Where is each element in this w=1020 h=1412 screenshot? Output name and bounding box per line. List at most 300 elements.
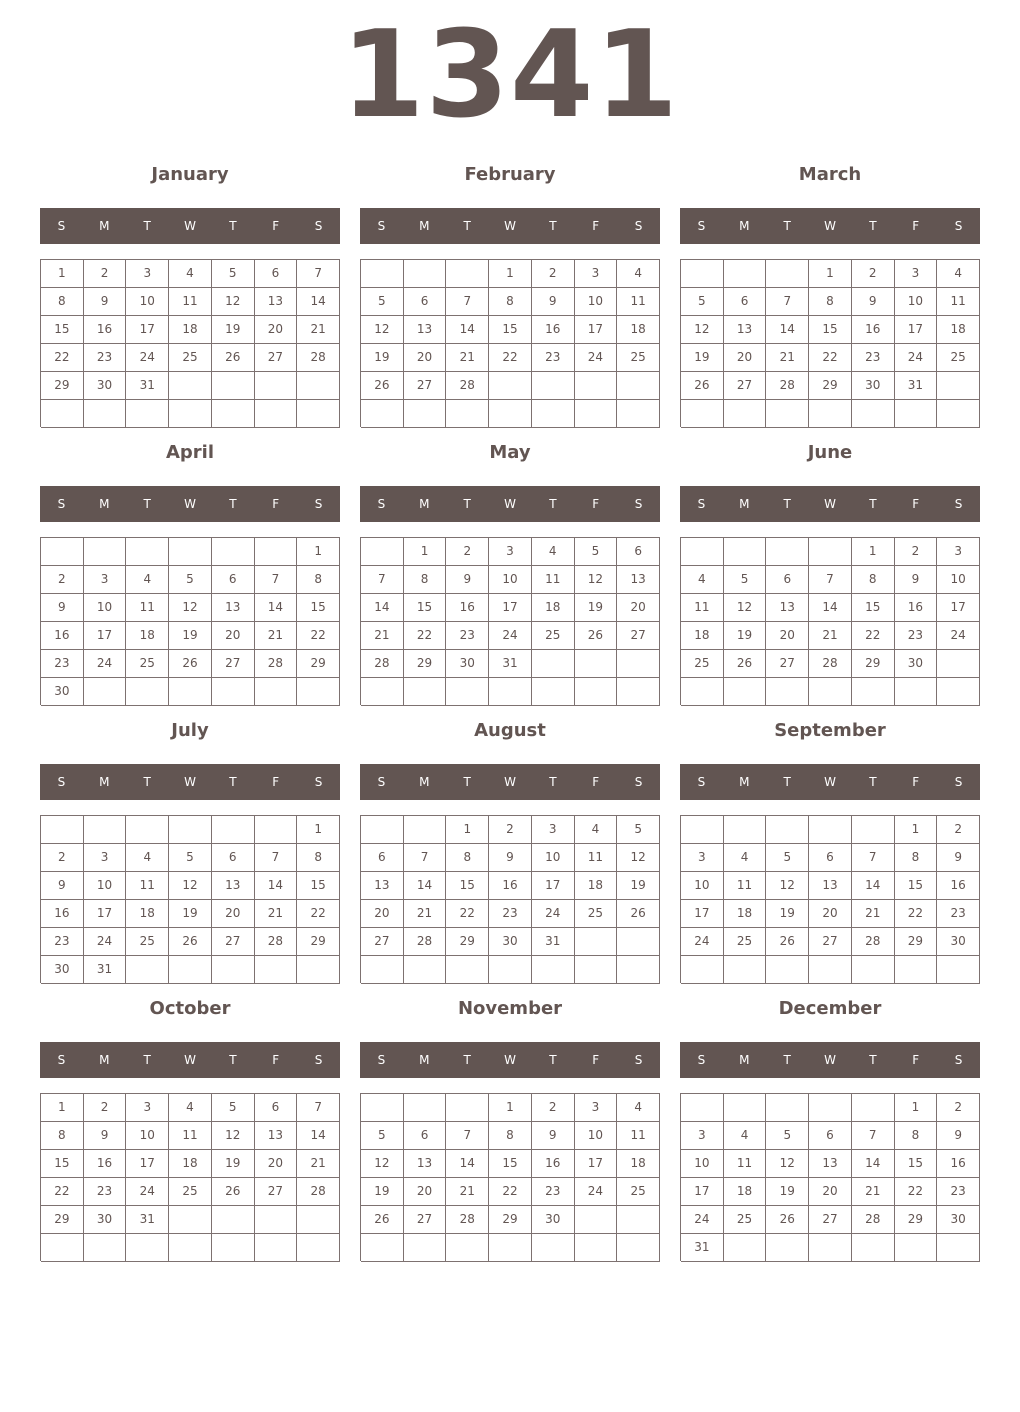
day-cell: 3: [575, 260, 618, 288]
day-cell: 13: [255, 288, 298, 316]
weekday-label: T: [783, 497, 791, 511]
empty-day-cell: [617, 400, 660, 428]
day-cell: 30: [937, 1206, 980, 1234]
day-cell: 28: [255, 928, 298, 956]
day-cell: 10: [937, 566, 980, 594]
weekday-label: F: [912, 219, 920, 233]
day-cell: 8: [404, 566, 447, 594]
day-cell: 23: [937, 900, 980, 928]
day-cell: 6: [724, 288, 767, 316]
day-cell: 16: [84, 1150, 127, 1178]
weekday-label: F: [592, 775, 600, 789]
weekday-header: [40, 764, 340, 800]
empty-day-cell: [895, 400, 938, 428]
day-cell: 28: [809, 650, 852, 678]
empty-day-cell: [809, 400, 852, 428]
month-november: [360, 994, 660, 1262]
empty-day-cell: [489, 1234, 532, 1262]
empty-day-cell: [255, 678, 298, 706]
day-cell: 16: [937, 872, 980, 900]
day-cell: 11: [724, 1150, 767, 1178]
day-cell: 2: [446, 538, 489, 566]
day-cell: 17: [895, 316, 938, 344]
month-june: [680, 438, 980, 706]
day-cell: 19: [724, 622, 767, 650]
weekday-label: W: [504, 219, 516, 233]
day-cell: 4: [937, 260, 980, 288]
day-cell: 22: [446, 900, 489, 928]
empty-day-cell: [41, 816, 84, 844]
day-cell: 21: [446, 344, 489, 372]
day-cell: 31: [532, 928, 575, 956]
day-cell: 18: [724, 900, 767, 928]
day-cell: 27: [809, 1206, 852, 1234]
day-cell: 11: [532, 566, 575, 594]
day-cell: 26: [575, 622, 618, 650]
day-cell: 17: [681, 1178, 724, 1206]
day-cell: 26: [212, 344, 255, 372]
empty-day-cell: [126, 956, 169, 984]
day-cell: 30: [852, 372, 895, 400]
empty-day-cell: [84, 400, 127, 428]
weekday-label: W: [184, 775, 196, 789]
weekday-header: [680, 1042, 980, 1078]
day-cell: 30: [41, 678, 84, 706]
empty-day-cell: [937, 400, 980, 428]
day-cell: 9: [937, 1122, 980, 1150]
day-cell: 19: [212, 316, 255, 344]
day-cell: 11: [575, 844, 618, 872]
empty-day-cell: [532, 400, 575, 428]
empty-day-cell: [617, 1206, 660, 1234]
weekday-label: S: [954, 497, 963, 511]
empty-day-cell: [724, 1094, 767, 1122]
day-cell: 4: [532, 538, 575, 566]
day-cell: 22: [489, 1178, 532, 1206]
empty-day-cell: [297, 956, 340, 984]
weekday-label: T: [143, 1053, 151, 1067]
day-cell: 21: [404, 900, 447, 928]
weekday-label: T: [143, 497, 151, 511]
day-cell: 16: [489, 872, 532, 900]
day-cell: 4: [169, 260, 212, 288]
day-cell: 19: [681, 344, 724, 372]
day-cell: 28: [446, 1206, 489, 1234]
day-cell: 16: [895, 594, 938, 622]
empty-day-cell: [361, 956, 404, 984]
empty-day-cell: [852, 1234, 895, 1262]
weekday-label: T: [463, 1053, 471, 1067]
day-cell: 13: [809, 1150, 852, 1178]
weekday-label: S: [634, 1053, 643, 1067]
day-cell: 15: [41, 1150, 84, 1178]
day-cell: 13: [212, 872, 255, 900]
month-name: November: [457, 998, 563, 1019]
calendar-year-title: 1341: [341, 6, 679, 145]
day-cell: 19: [617, 872, 660, 900]
day-cell: 23: [937, 1178, 980, 1206]
day-grid: [680, 815, 980, 983]
empty-day-cell: [297, 372, 340, 400]
empty-day-cell: [84, 678, 127, 706]
day-cell: 16: [41, 900, 84, 928]
weekday-label: W: [504, 1053, 516, 1067]
day-cell: 25: [169, 1178, 212, 1206]
month-name: June: [807, 442, 853, 463]
day-grid: [680, 1093, 980, 1261]
empty-day-cell: [255, 956, 298, 984]
day-cell: 4: [617, 1094, 660, 1122]
day-cell: 23: [895, 622, 938, 650]
day-cell: 12: [575, 566, 618, 594]
empty-day-cell: [489, 400, 532, 428]
day-cell: 20: [255, 1150, 298, 1178]
day-cell: 2: [937, 1094, 980, 1122]
empty-day-cell: [575, 928, 618, 956]
day-cell: 2: [84, 1094, 127, 1122]
day-cell: 29: [297, 650, 340, 678]
day-cell: 24: [681, 1206, 724, 1234]
empty-day-cell: [169, 538, 212, 566]
weekday-label: F: [272, 1053, 280, 1067]
weekday-label: T: [783, 1053, 791, 1067]
empty-day-cell: [297, 678, 340, 706]
weekday-label: M: [739, 775, 750, 789]
day-cell: 5: [724, 566, 767, 594]
empty-day-cell: [297, 1234, 340, 1262]
day-cell: 23: [532, 1178, 575, 1206]
empty-day-cell: [404, 400, 447, 428]
weekday-label: T: [549, 497, 557, 511]
weekday-label: T: [869, 219, 877, 233]
day-cell: 26: [169, 650, 212, 678]
weekday-label: F: [272, 775, 280, 789]
weekday-header: [40, 208, 340, 244]
day-cell: 18: [126, 622, 169, 650]
day-cell: 22: [489, 344, 532, 372]
day-cell: 27: [724, 372, 767, 400]
weekday-label: M: [419, 219, 430, 233]
weekday-label: S: [377, 497, 386, 511]
empty-day-cell: [617, 650, 660, 678]
empty-day-cell: [852, 400, 895, 428]
day-cell: 23: [41, 650, 84, 678]
empty-day-cell: [361, 816, 404, 844]
empty-day-cell: [681, 260, 724, 288]
day-cell: 1: [489, 260, 532, 288]
day-cell: 2: [937, 816, 980, 844]
day-cell: 23: [446, 622, 489, 650]
weekday-label: F: [912, 497, 920, 511]
day-cell: 28: [852, 1206, 895, 1234]
month-july: [40, 716, 340, 984]
day-cell: 22: [895, 1178, 938, 1206]
day-cell: 3: [681, 1122, 724, 1150]
day-cell: 1: [809, 260, 852, 288]
day-cell: 27: [617, 622, 660, 650]
weekday-label: F: [592, 219, 600, 233]
day-cell: 27: [212, 650, 255, 678]
day-cell: 21: [297, 1150, 340, 1178]
weekday-label: M: [99, 775, 110, 789]
weekday-label: M: [739, 497, 750, 511]
empty-day-cell: [575, 1206, 618, 1234]
day-cell: 25: [126, 928, 169, 956]
empty-day-cell: [404, 678, 447, 706]
weekday-label: S: [377, 775, 386, 789]
empty-day-cell: [84, 538, 127, 566]
day-cell: 12: [212, 1122, 255, 1150]
day-cell: 29: [41, 372, 84, 400]
empty-day-cell: [724, 678, 767, 706]
day-cell: 29: [895, 1206, 938, 1234]
empty-day-cell: [84, 1234, 127, 1262]
day-cell: 10: [532, 844, 575, 872]
empty-day-cell: [489, 372, 532, 400]
day-cell: 16: [532, 1150, 575, 1178]
day-cell: 25: [617, 344, 660, 372]
day-cell: 11: [617, 288, 660, 316]
weekday-label: S: [954, 219, 963, 233]
empty-day-cell: [724, 816, 767, 844]
weekday-label: S: [697, 219, 706, 233]
empty-day-cell: [852, 816, 895, 844]
day-cell: 10: [575, 1122, 618, 1150]
empty-day-cell: [361, 400, 404, 428]
day-cell: 25: [937, 344, 980, 372]
day-cell: 6: [404, 1122, 447, 1150]
empty-day-cell: [255, 1206, 298, 1234]
empty-day-cell: [724, 956, 767, 984]
day-cell: 29: [297, 928, 340, 956]
day-cell: 17: [937, 594, 980, 622]
empty-day-cell: [766, 538, 809, 566]
day-cell: 7: [446, 1122, 489, 1150]
empty-day-cell: [852, 956, 895, 984]
day-cell: 21: [766, 344, 809, 372]
weekday-label: F: [592, 1053, 600, 1067]
day-cell: 17: [84, 622, 127, 650]
empty-day-cell: [575, 372, 618, 400]
empty-day-cell: [255, 1234, 298, 1262]
empty-day-cell: [895, 678, 938, 706]
weekday-label: M: [739, 1053, 750, 1067]
weekday-label: T: [463, 497, 471, 511]
day-cell: 27: [255, 344, 298, 372]
day-cell: 3: [575, 1094, 618, 1122]
month-name: January: [151, 164, 229, 185]
day-cell: 20: [809, 1178, 852, 1206]
day-cell: 17: [681, 900, 724, 928]
weekday-label: T: [229, 497, 237, 511]
empty-day-cell: [212, 1206, 255, 1234]
weekday-label: T: [869, 1053, 877, 1067]
day-cell: 27: [766, 650, 809, 678]
day-cell: 21: [297, 316, 340, 344]
day-cell: 12: [361, 1150, 404, 1178]
empty-day-cell: [681, 956, 724, 984]
day-cell: 7: [255, 844, 298, 872]
day-cell: 7: [446, 288, 489, 316]
day-cell: 17: [126, 1150, 169, 1178]
day-grid: [40, 1093, 340, 1261]
day-cell: 5: [212, 1094, 255, 1122]
day-cell: 11: [169, 1122, 212, 1150]
weekday-label: M: [419, 1053, 430, 1067]
day-cell: 30: [937, 928, 980, 956]
day-cell: 19: [766, 1178, 809, 1206]
empty-day-cell: [255, 816, 298, 844]
day-cell: 25: [681, 650, 724, 678]
day-cell: 11: [724, 872, 767, 900]
empty-day-cell: [489, 678, 532, 706]
day-cell: 8: [297, 844, 340, 872]
weekday-label: S: [314, 1053, 323, 1067]
weekday-label: W: [184, 1053, 196, 1067]
empty-day-cell: [446, 1094, 489, 1122]
day-cell: 19: [766, 900, 809, 928]
day-cell: 1: [41, 1094, 84, 1122]
day-cell: 28: [446, 372, 489, 400]
empty-day-cell: [126, 678, 169, 706]
weekday-label: F: [912, 775, 920, 789]
day-cell: 17: [532, 872, 575, 900]
day-cell: 15: [895, 1150, 938, 1178]
day-cell: 24: [126, 344, 169, 372]
day-cell: 1: [404, 538, 447, 566]
empty-day-cell: [766, 1234, 809, 1262]
month-name: August: [474, 720, 546, 741]
empty-day-cell: [297, 1206, 340, 1234]
day-cell: 13: [361, 872, 404, 900]
day-cell: 18: [617, 316, 660, 344]
day-cell: 19: [169, 900, 212, 928]
day-cell: 12: [766, 872, 809, 900]
day-cell: 12: [212, 288, 255, 316]
day-cell: 15: [809, 316, 852, 344]
empty-day-cell: [255, 372, 298, 400]
weekday-label: W: [504, 775, 516, 789]
day-cell: 6: [766, 566, 809, 594]
day-cell: 1: [852, 538, 895, 566]
day-cell: 28: [297, 1178, 340, 1206]
empty-day-cell: [169, 956, 212, 984]
day-cell: 13: [766, 594, 809, 622]
day-cell: 3: [84, 566, 127, 594]
empty-day-cell: [169, 400, 212, 428]
weekday-label: T: [869, 497, 877, 511]
weekday-header: [360, 208, 660, 244]
day-cell: 31: [489, 650, 532, 678]
day-cell: 23: [489, 900, 532, 928]
day-cell: 14: [446, 1150, 489, 1178]
day-cell: 15: [404, 594, 447, 622]
weekday-label: T: [143, 219, 151, 233]
empty-day-cell: [212, 816, 255, 844]
empty-day-cell: [724, 260, 767, 288]
weekday-label: T: [783, 219, 791, 233]
empty-day-cell: [361, 1094, 404, 1122]
day-cell: 10: [126, 1122, 169, 1150]
day-cell: 17: [575, 316, 618, 344]
month-name: April: [165, 442, 215, 463]
day-cell: 20: [724, 344, 767, 372]
day-cell: 31: [84, 956, 127, 984]
day-cell: 25: [126, 650, 169, 678]
day-cell: 31: [895, 372, 938, 400]
empty-day-cell: [446, 956, 489, 984]
weekday-label: S: [57, 497, 66, 511]
day-cell: 29: [809, 372, 852, 400]
day-cell: 8: [895, 1122, 938, 1150]
empty-day-cell: [575, 1234, 618, 1262]
weekday-label: S: [314, 497, 323, 511]
day-cell: 26: [361, 372, 404, 400]
day-cell: 9: [532, 288, 575, 316]
day-cell: 1: [895, 816, 938, 844]
day-cell: 26: [617, 900, 660, 928]
day-cell: 16: [532, 316, 575, 344]
month-october: [40, 994, 340, 1262]
empty-day-cell: [724, 1234, 767, 1262]
day-grid: [40, 259, 340, 427]
empty-day-cell: [169, 1234, 212, 1262]
empty-day-cell: [766, 956, 809, 984]
day-cell: 1: [297, 816, 340, 844]
empty-day-cell: [681, 538, 724, 566]
empty-day-cell: [532, 372, 575, 400]
month-name: May: [489, 442, 531, 463]
day-cell: 20: [766, 622, 809, 650]
weekday-label: T: [229, 219, 237, 233]
weekday-label: S: [57, 775, 66, 789]
weekday-label: W: [504, 497, 516, 511]
empty-day-cell: [766, 678, 809, 706]
empty-day-cell: [681, 1094, 724, 1122]
weekday-label: T: [463, 219, 471, 233]
day-cell: 29: [489, 1206, 532, 1234]
weekday-label: W: [824, 1053, 836, 1067]
month-name: February: [464, 164, 556, 185]
empty-day-cell: [212, 1234, 255, 1262]
month-january: [40, 160, 340, 428]
weekday-label: T: [869, 775, 877, 789]
weekday-label: M: [99, 1053, 110, 1067]
day-cell: 2: [41, 844, 84, 872]
month-march: [680, 160, 980, 428]
day-cell: 22: [404, 622, 447, 650]
month-april: [40, 438, 340, 706]
weekday-label: S: [57, 219, 66, 233]
day-cell: 4: [169, 1094, 212, 1122]
empty-day-cell: [126, 1234, 169, 1262]
empty-day-cell: [809, 1234, 852, 1262]
empty-day-cell: [41, 1234, 84, 1262]
weekday-label: M: [419, 775, 430, 789]
day-cell: 15: [297, 594, 340, 622]
empty-day-cell: [404, 1234, 447, 1262]
day-cell: 26: [361, 1206, 404, 1234]
weekday-label: S: [697, 775, 706, 789]
empty-day-cell: [937, 956, 980, 984]
weekday-label: T: [549, 219, 557, 233]
empty-day-cell: [446, 400, 489, 428]
empty-day-cell: [937, 678, 980, 706]
day-cell: 12: [169, 594, 212, 622]
empty-day-cell: [169, 816, 212, 844]
day-cell: 19: [575, 594, 618, 622]
day-cell: 20: [361, 900, 404, 928]
